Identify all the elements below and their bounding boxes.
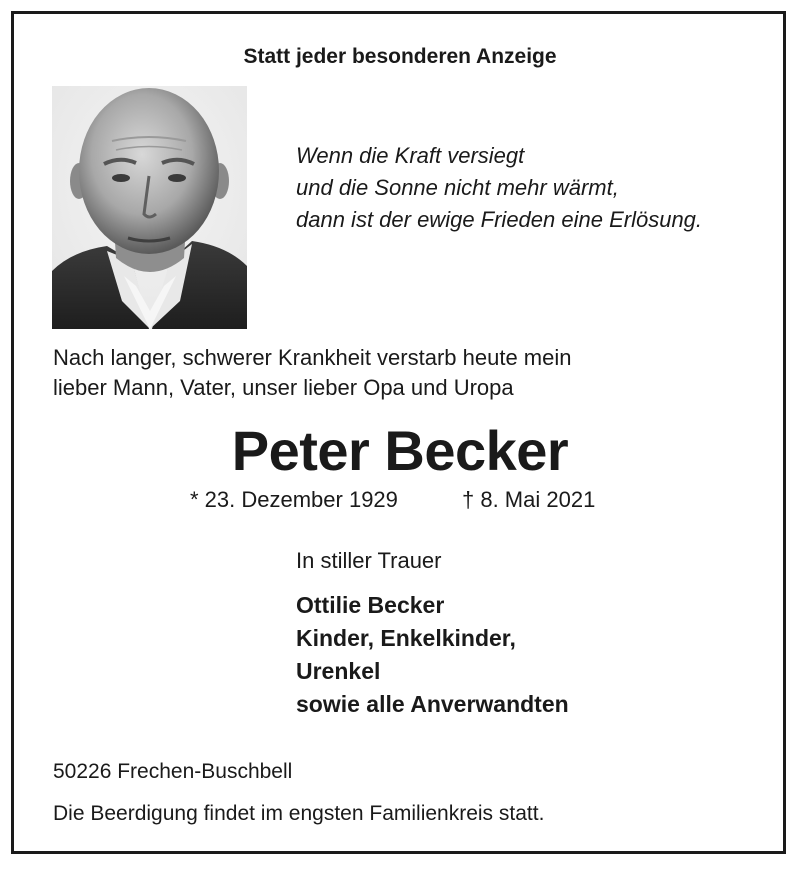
verse [296, 140, 702, 236]
funeral-note: Die Beerdigung findet im engsten Familienkreis statt. [53, 802, 545, 825]
intro-line: Nach langer, schwerer Krankheit verstarb heute mein [53, 345, 572, 370]
portrait-photo [52, 86, 247, 329]
deceased-name: Peter Becker [231, 419, 569, 482]
mourner-entry: Urenkel [296, 658, 381, 684]
verse-line: dann ist der ewige Frieden eine Erlösung. [296, 207, 703, 232]
mourning-label: In stiller Trauer [296, 548, 442, 573]
place-address: 50226 Frechen-Buschbell [53, 760, 293, 783]
intro-text [53, 343, 571, 403]
mourners-list [296, 589, 569, 721]
notice-header: Statt jeder besonderen Anzeige [243, 45, 557, 68]
verse-line: und die Sonne nicht mehr wärmt, [296, 175, 619, 200]
verse-line: Wenn die Kraft versiegt [296, 143, 525, 168]
birth-date: * 23. Dezember 1929 [190, 487, 398, 512]
death-date: † 8. Mai 2021 [462, 487, 596, 512]
mourner-entry: Ottilie Becker [296, 592, 445, 618]
mourner-entry: sowie alle Anverwandten [296, 691, 569, 717]
intro-line: lieber Mann, Vater, unser lieber Opa und Uropa [53, 375, 514, 400]
mourner-entry: Kinder, Enkelkinder, [296, 625, 516, 651]
